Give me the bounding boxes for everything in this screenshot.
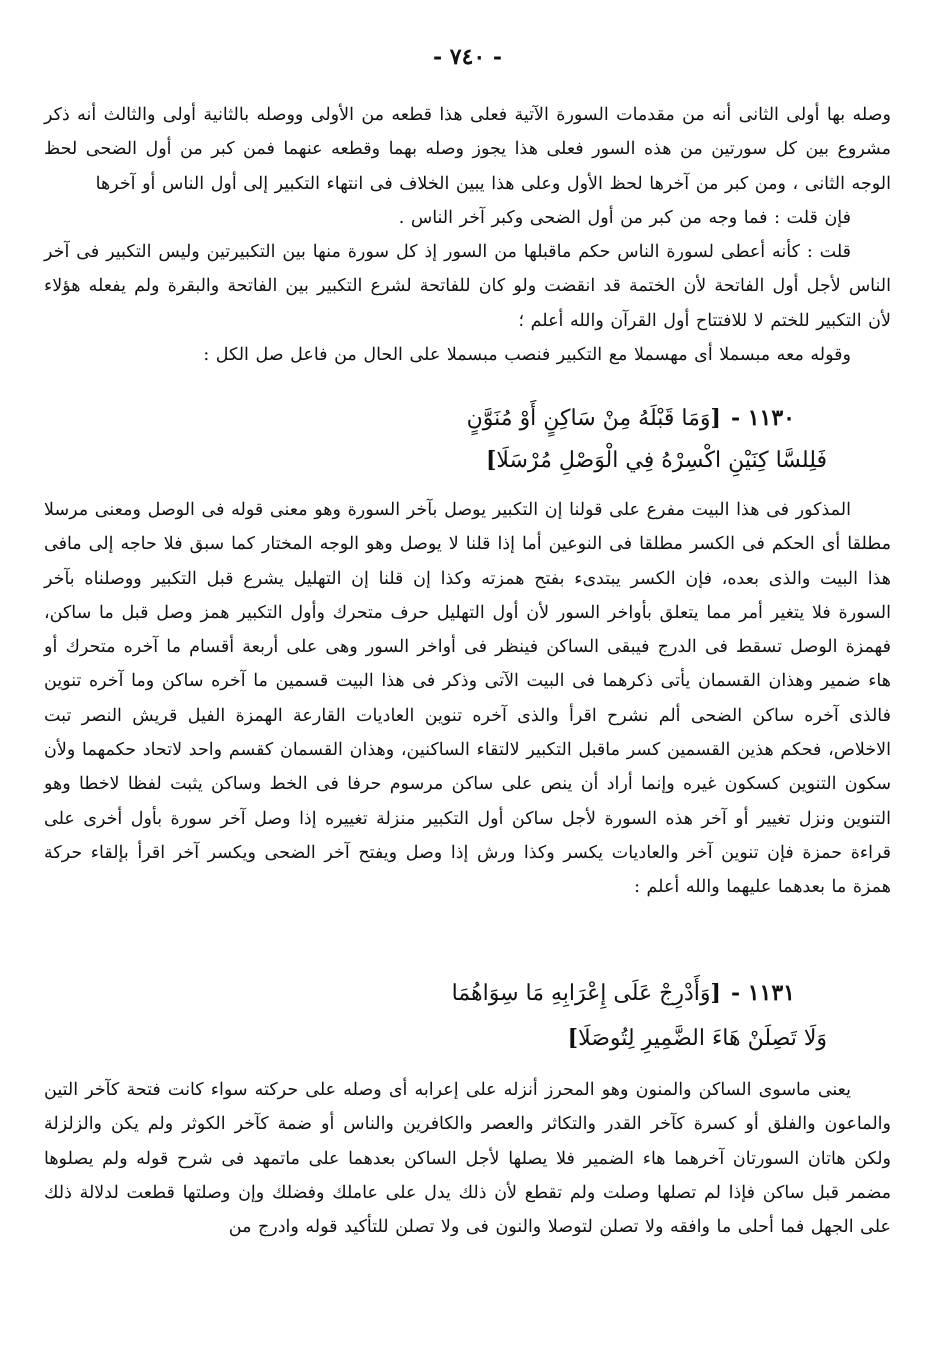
paragraph: يعنى ماسوى الساكن والمنون وهو المحرز أنزله على إعرابه أى وصله على حركته سواء كانت فتحة كآخر التين والماعون والفلق أو كسرة كآخر القدر والتكاثر والعصر والكافرين والناس أو ضمة كآخر الكوثر ولم يكن والزلزلة ولكن هاتان السورتان آخرهما هاء الضمير فلا يصلها لأجل الساكن بعدهما على ماتمهد فى شرح قوله ولم يصلوها مضمر قبل ساكن فإذا لم تصلها وصلت ولم تقطع لأن ذلك يدل على عاملك وفضلك وإن وصلتها قطعت لدلالة ذلك على الجهل فما أحلى ما وافقه ولا تصلن لتوصلا والنون فى ولا تصلن للتأكيد قوله وادرج من	[44, 1080, 891, 1238]
verse-close-bracket: ]	[567, 1025, 579, 1051]
verse-open-bracket: [	[710, 405, 721, 431]
verse-1131-line-1	[452, 980, 795, 1006]
commentary-block-1	[44, 98, 891, 372]
paragraph: وقوله معه مبسملا أى مهسملا مع التكبير فنصب مبسملا على الحال من فاعل صل الكل :	[203, 345, 851, 366]
verse-text: فَلِلسَّا كِنَيْنِ اكْسِرْهُ فِي الْوَصْلِ مُرْسَلَا	[496, 448, 827, 473]
paragraph: فإن قلت : فما وجه من كبر من أول الضحى وكبر آخر الناس .	[398, 207, 851, 228]
verse-text: وَمَا قَبْلَهُ مِنْ سَاكِنٍ أَوْ مُنَوَّنٍ	[466, 406, 711, 431]
paragraph: قلت : كأنه أعطى لسورة الناس حكم ماقبلها من السور إذ كل سورة منها بين التكبيرتين وليس التكبير فى آخر الناس لأجل أول الفاتحة لأن الختمة قد انقضت ولو كان للفاتحة لشرع التكبير بين الفاتحة والبقرة ولم يفعله هؤلاء لأن التكبير للختم لا للافتتاح أول القرآن والله أعلم ؛	[44, 242, 891, 331]
commentary-block-3	[44, 1073, 891, 1244]
verse-1131-line-2	[568, 1025, 827, 1051]
verse-open-bracket: [	[710, 980, 721, 1006]
verse-text: وَلَا تَصِلَنْ هَاءَ الضَّمِيرِ لِتُوصَلَا	[578, 1026, 827, 1051]
commentary-block-2	[44, 493, 891, 905]
verse-text: وَأَدْرِجْ عَلَى إِعْرَابِهِ مَا سِوَاهُمَا	[451, 981, 711, 1006]
verse-number: ١١٣١ -	[730, 980, 795, 1006]
verse-close-bracket: ]	[485, 447, 497, 473]
verse-number: ١١٣٠ -	[730, 405, 795, 431]
verse-1130-line-2	[486, 447, 827, 473]
paragraph: المذكور فى هذا البيت مفرع على قولنا إن التكبير يوصل بآخر السورة وهو معنى قوله فى الوصل ومعنى مرسلا مطلقا أى الحكم فى الكسر مطلقا فى النوعين أما إذا قلنا لا يوصل وهو الوجه المختار كما سبق فلا حاجه إلى مافى هذا البيت والذى بعده، فإن الكسر يبتدىء بفتح همزته وكذا إن قلنا إن التهليل يشرع قبل التكبير ووصلناه بآخر السورة فلا يتغير أمر مما يتعلق بأواخر السور لأن أول التهليل حرف متحرك وأول التكبير همز وصل قبل ما ساكن، فهمزة الوصل تسقط فى الدرج فيبقى الساكن فينظر فى أواخر السور وهى على أربعة أقسام ما آخره متحرك أو هاء ضمير وهذان القسمان يأتى ذكرهما فى البيت الآتى وذكر فى هذا البيت قسمين ما آخره ساكن وما آخره تنوين فالذى آخره ساكن الضحى ألم نشرح اقرأ والذى آخره تنوين العاديات القارعة الهمزة الفيل قريش النصر تبت الاخلاص، فحكم هذين القسمين كسر ماقبل التكبير لالتقاء الساكنين، وهذان القسمان كقسم واحد لاتحاد حكمهما ولأن سكون التنوين كسكون غيره وإنما أراد أن ينص على ساكن مرسوم حرفا فى الخط وساكن يثبت لفظا لاخطا وهو التنوين ونزل تغيير أو آخر هذه السورة لأجل ساكن أول التكبير منزلة تغييره إذا وصل آخر سورة بأول أخرى على قراءة حمزة فإن تنوين آخر والعاديات يكسر وكذا ورش إذا وصل ويفتح آخر الضحى ويكسر آخر اقرأ بإلقاء حركة همزة ما بعدهما عليهما والله أعلم :	[44, 500, 891, 898]
paragraph: وصله بها أولى الثانى أنه من مقدمات السورة الآتية فعلى هذا قطعه من الأولى ووصله بالثانية أولى والثالث أنه ذكر مشروع بين كل سورتين من هذه السور فعلى هذا يجوز وصله بهما وقطعه عنهما فمن كبر من أول الضحى لحظ الوجه الثانى ، ومن كبر من آخرها لحظ الأول وعلى هذا يبين الخلاف فى انتهاء التكبير إلى أول الناس أو آخرها	[44, 105, 891, 194]
verse-1130-line-1	[467, 405, 795, 431]
page-number: - ٧٤٠ -	[432, 44, 503, 70]
